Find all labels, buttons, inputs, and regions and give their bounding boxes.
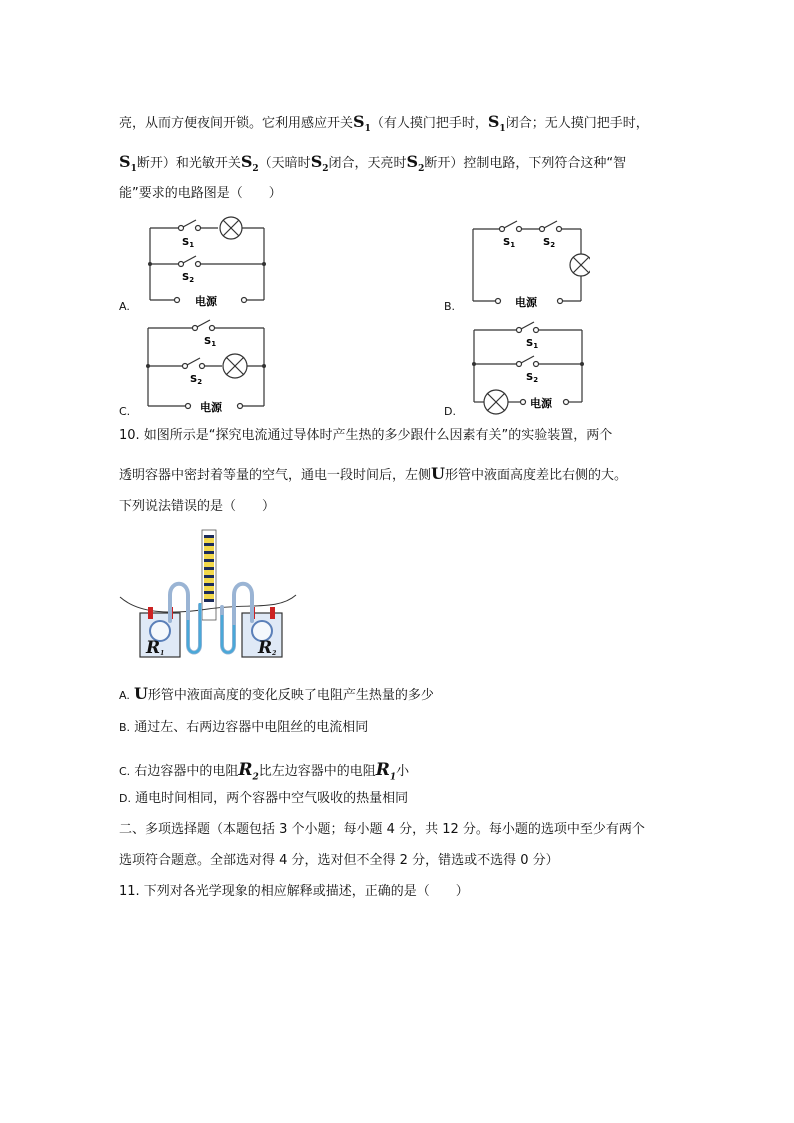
switch-s1-symbol: $S_1$ bbox=[353, 112, 371, 135]
circuit-d-diagram bbox=[468, 320, 593, 420]
junction-dot bbox=[472, 362, 476, 366]
u-tube-symbol: U bbox=[133, 684, 148, 703]
terminal bbox=[148, 607, 153, 619]
junction-dot bbox=[580, 362, 584, 366]
q10-option-a: A. U形管中液面高度的变化反映了电阻产生热量的多少 bbox=[119, 684, 434, 703]
q9-line-1: 亮，从而方便夜间开锁。它利用感应开关$S_1$（有人摸门把手时，$S_1$闭合；无人摸门把手时， bbox=[119, 112, 649, 135]
junction-dot bbox=[262, 364, 266, 368]
q10-option-b: B. 通过左、右两边容器中电阻丝的电流相同 bbox=[119, 720, 369, 735]
power-label: 电源 bbox=[195, 295, 217, 308]
power-label: 电源 bbox=[530, 397, 552, 410]
s1-label: $S_1$ bbox=[526, 338, 539, 350]
s2-label: $S_2$ bbox=[190, 374, 203, 386]
option-b-label: B. bbox=[444, 300, 456, 313]
junction-dot bbox=[148, 262, 152, 266]
s2-label: $S_2$ bbox=[182, 272, 195, 284]
circuit-c-diagram bbox=[140, 318, 275, 418]
r2-label: R2 bbox=[258, 638, 277, 658]
q10-line-2: 透明容器中密封着等量的空气，通电一段时间后，左侧U形管中液面高度差比右侧的大。 bbox=[119, 464, 627, 483]
u-tube-symbol: U bbox=[431, 464, 445, 483]
resistor-r2-symbol: $R_2$ bbox=[238, 760, 259, 783]
q10-line-3: 下列说法错误的是（ ） bbox=[119, 499, 276, 514]
q10-option-c: C. 右边容器中的电阻$R_2$比左边容器中的电阻$R_1$小 bbox=[119, 760, 410, 783]
q9-line-2: $S_1$断开）和光敏开关$S_2$（天暗时$S_2$闭合，天亮时$S_2$断开）控制电路，下列符合这种“智 bbox=[119, 152, 627, 175]
s1-label: $S_1$ bbox=[503, 237, 516, 249]
r1-label: R1 bbox=[146, 638, 165, 658]
s2-label: $S_2$ bbox=[526, 372, 539, 384]
q10-option-d: D. 通电时间相同，两个容器中空气吸收的热量相同 bbox=[119, 791, 409, 806]
junction-dot bbox=[146, 364, 150, 368]
junction-dot bbox=[262, 262, 266, 266]
section-2-line-2: 选项符合题意。全部选对得 4 分，选对但不全得 2 分，错选或不选得 0 分） bbox=[119, 853, 559, 868]
circuit-b-diagram bbox=[465, 215, 590, 310]
option-c-label: C. bbox=[119, 405, 131, 418]
switch-s2-symbol: $S_2$ bbox=[310, 152, 329, 175]
heating-experiment-figure bbox=[118, 525, 298, 665]
resistor-r1-symbol: $R_1$ bbox=[375, 760, 397, 783]
s2-label: $S_2$ bbox=[543, 237, 556, 249]
q10-line-1: 10. 如图所示是“探究电流通过导体时产生热的多少跟什么因素有关”的实验装置，两个 bbox=[119, 428, 613, 443]
power-label: 电源 bbox=[200, 401, 222, 414]
option-d-label: D. bbox=[444, 405, 456, 418]
switch-s2-symbol: $S_2$ bbox=[240, 152, 259, 175]
section-2-line-1: 二、多项选择题（本题包括 3 个小题；每小题 4 分，共 12 分。每小题的选项中至少有两个 bbox=[119, 822, 645, 837]
switch-s2-symbol: $S_2$ bbox=[406, 152, 425, 175]
switch-s1-symbol: $S_1$ bbox=[487, 112, 506, 135]
q9-line-3: 能”要求的电路图是（ ） bbox=[119, 186, 282, 201]
power-label: 电源 bbox=[515, 296, 537, 309]
option-a-label: A. bbox=[119, 300, 130, 313]
switch-s1-symbol: $S_1$ bbox=[119, 152, 137, 175]
terminal bbox=[270, 607, 275, 619]
s1-label: $S_1$ bbox=[182, 237, 195, 249]
q11-line-1: 11. 下列对各光学现象的相应解释或描述，正确的是（ ） bbox=[119, 884, 469, 899]
circuit-a-diagram bbox=[140, 210, 275, 310]
s1-label: $S_1$ bbox=[204, 336, 217, 348]
